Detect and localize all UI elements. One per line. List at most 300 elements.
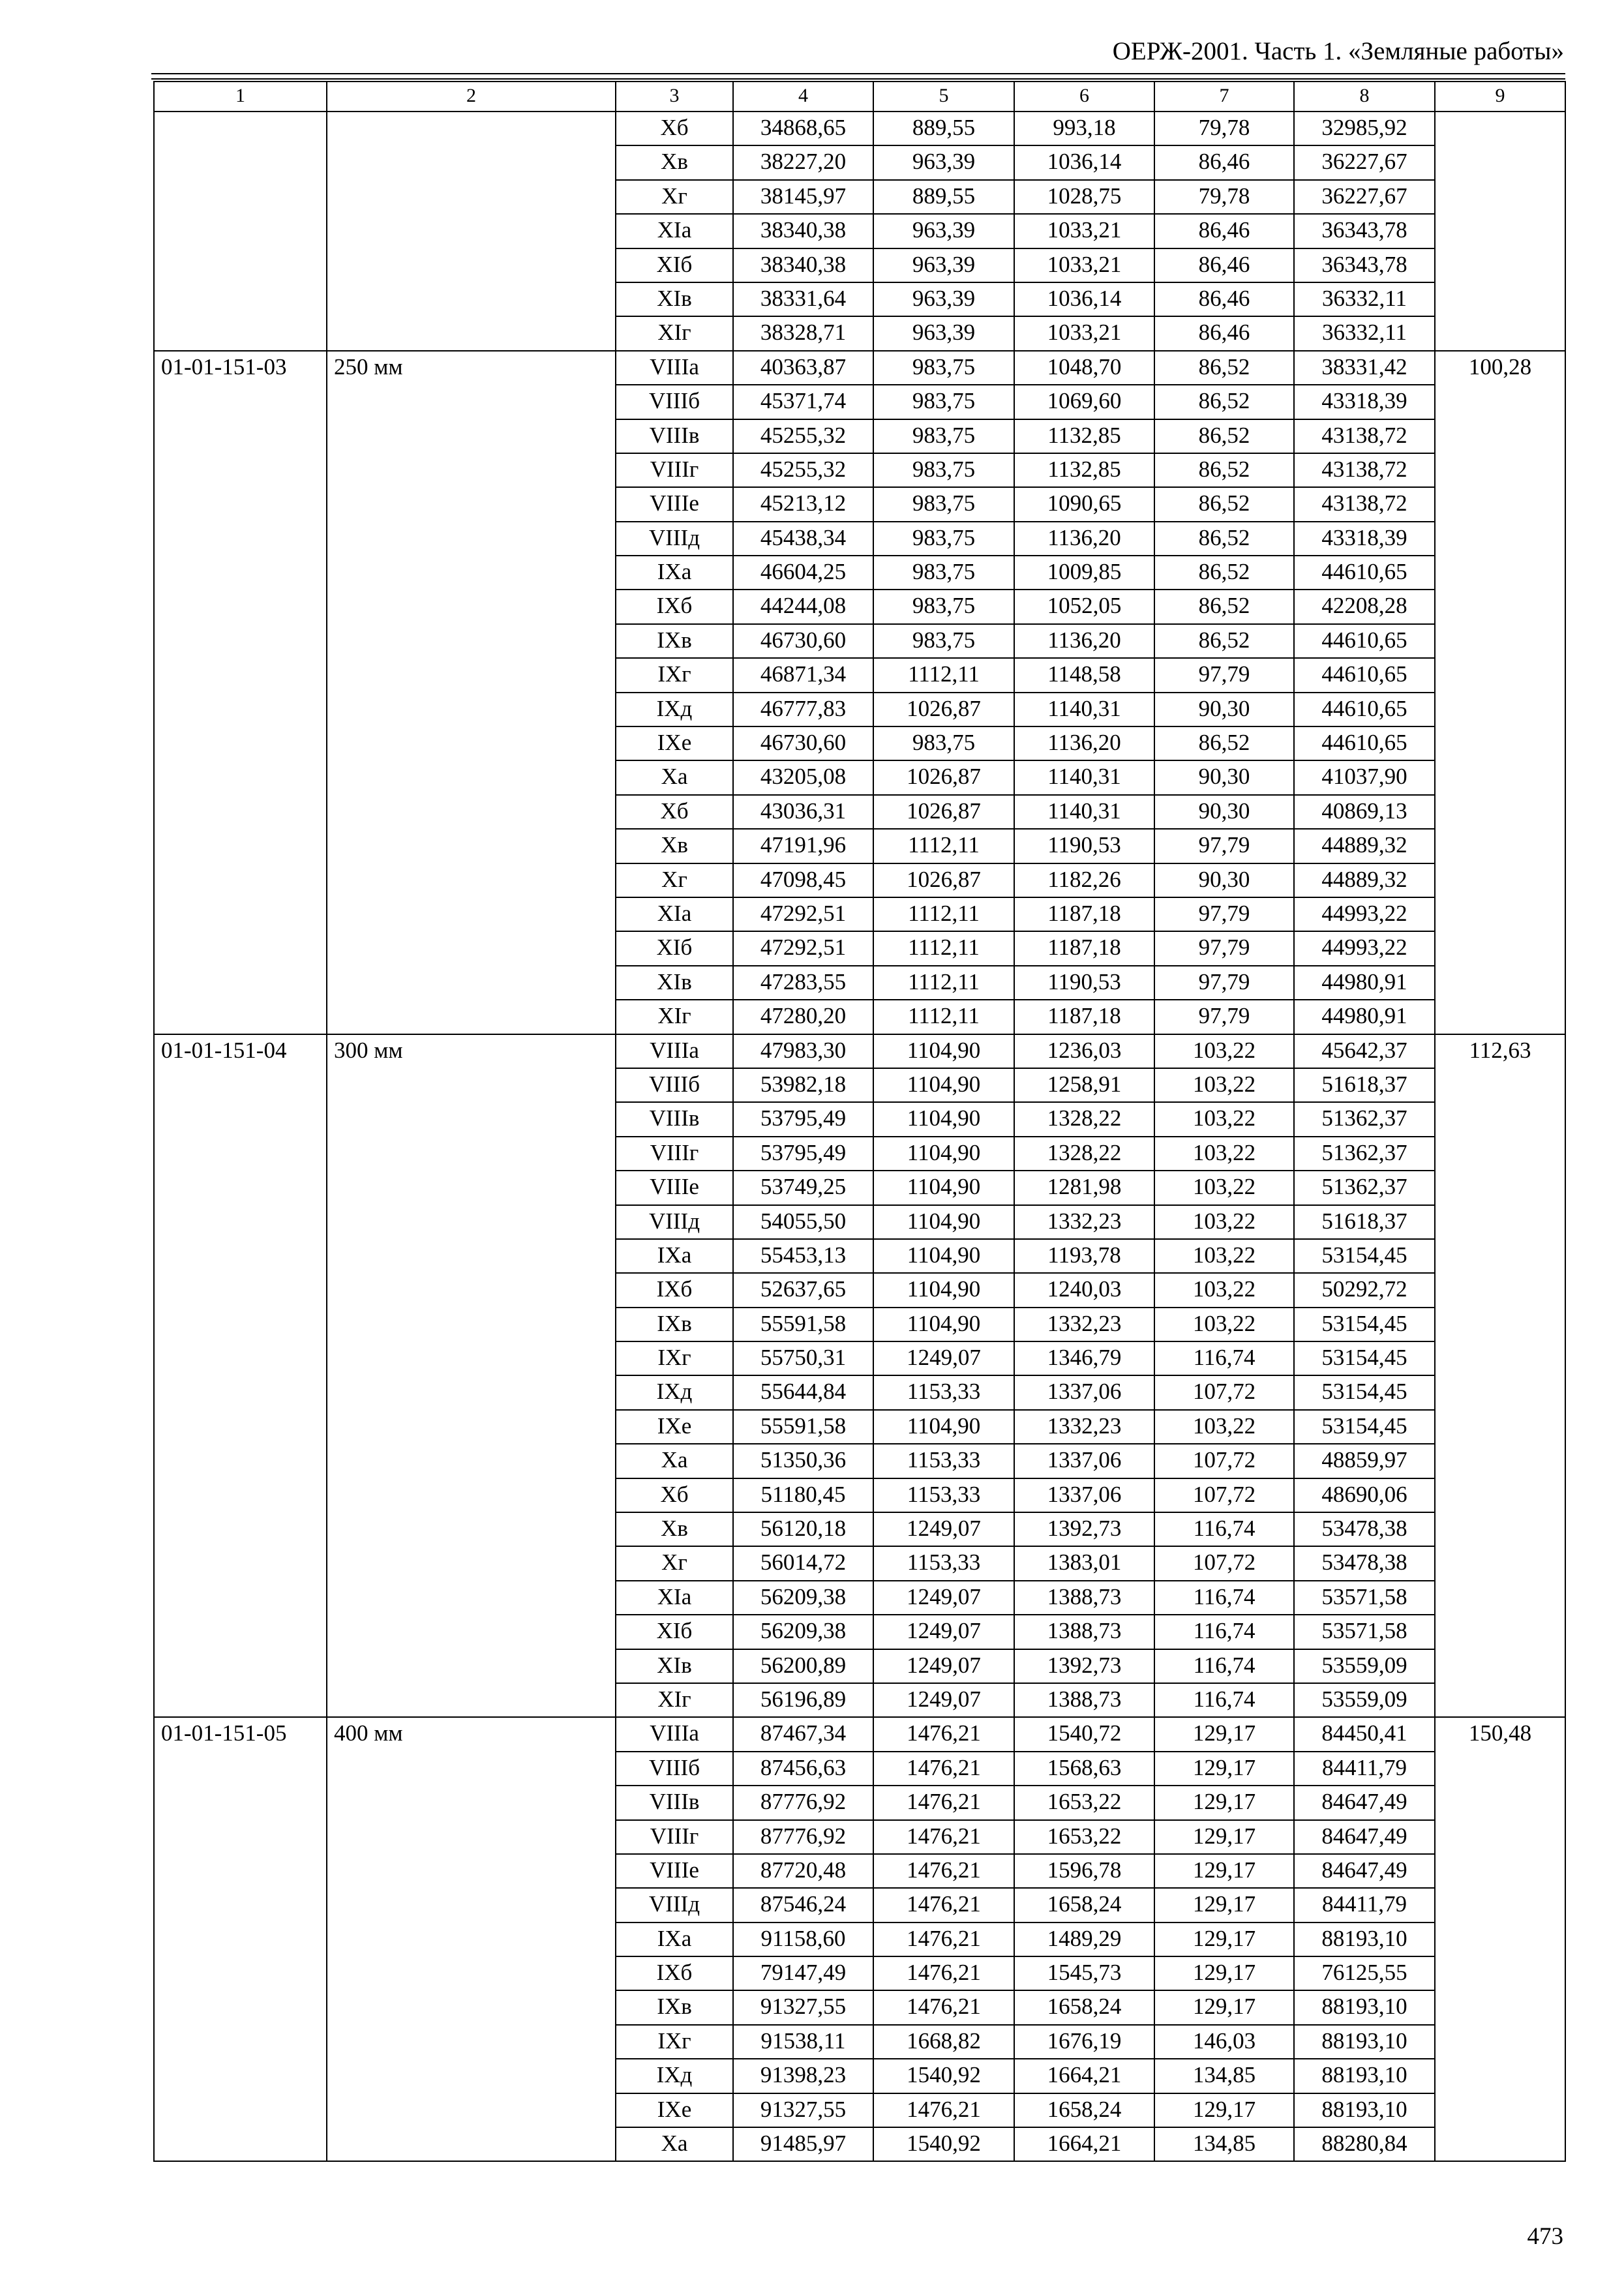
machine-cell: 1337,06 bbox=[1014, 1444, 1154, 1478]
wage-cell: 1026,87 bbox=[873, 795, 1014, 829]
total-cost-cell: 55591,58 bbox=[733, 1308, 873, 1341]
wage-cell: 1112,11 bbox=[873, 897, 1014, 931]
zone-cell: IXб bbox=[616, 1273, 733, 1307]
wage-cell: 983,75 bbox=[873, 419, 1014, 453]
machine-cell: 1676,19 bbox=[1014, 2025, 1154, 2059]
materials-cell: 84647,49 bbox=[1294, 1820, 1435, 1854]
materials-cell: 53478,38 bbox=[1294, 1546, 1435, 1580]
wage-cell: 1476,21 bbox=[873, 2093, 1014, 2127]
machine-cell: 1664,21 bbox=[1014, 2059, 1154, 2093]
zone-cell: IXг bbox=[616, 658, 733, 692]
zone-cell: VIIIв bbox=[616, 419, 733, 453]
materials-cell: 32985,92 bbox=[1294, 112, 1435, 145]
wage-cell: 1249,07 bbox=[873, 1649, 1014, 1683]
machinist-wage-cell: 86,52 bbox=[1154, 522, 1294, 556]
column-number-row bbox=[154, 82, 1565, 112]
wage-cell: 1104,90 bbox=[873, 1410, 1014, 1444]
materials-cell: 44610,65 bbox=[1294, 693, 1435, 726]
wage-cell: 963,39 bbox=[873, 214, 1014, 248]
materials-cell: 36332,11 bbox=[1294, 316, 1435, 350]
machine-cell: 1596,78 bbox=[1014, 1854, 1154, 1888]
machine-cell: 1489,29 bbox=[1014, 1922, 1154, 1956]
machinist-wage-cell: 97,79 bbox=[1154, 658, 1294, 692]
machine-cell: 1033,21 bbox=[1014, 248, 1154, 282]
machine-cell: 1388,73 bbox=[1014, 1615, 1154, 1649]
labor-cost-cell: 150,48 bbox=[1435, 1717, 1565, 2161]
machinist-wage-cell: 103,22 bbox=[1154, 1273, 1294, 1307]
total-cost-cell: 46730,60 bbox=[733, 726, 873, 760]
total-cost-cell: 43205,08 bbox=[733, 760, 873, 794]
total-cost-cell: 47280,20 bbox=[733, 1000, 873, 1034]
machinist-wage-cell: 86,52 bbox=[1154, 590, 1294, 623]
zone-cell: XIв bbox=[616, 966, 733, 1000]
machinist-wage-cell: 86,46 bbox=[1154, 282, 1294, 316]
machine-cell: 1140,31 bbox=[1014, 693, 1154, 726]
zone-cell: IXв bbox=[616, 1308, 733, 1341]
materials-cell: 48859,97 bbox=[1294, 1444, 1435, 1478]
zone-cell: Xa bbox=[616, 1444, 733, 1478]
machine-cell: 1148,58 bbox=[1014, 658, 1154, 692]
machine-cell: 1187,18 bbox=[1014, 897, 1154, 931]
wage-cell: 983,75 bbox=[873, 453, 1014, 487]
total-cost-cell: 55591,58 bbox=[733, 1410, 873, 1444]
zone-cell: IXд bbox=[616, 2059, 733, 2093]
machinist-wage-cell: 90,30 bbox=[1154, 760, 1294, 794]
machinist-wage-cell: 97,79 bbox=[1154, 1000, 1294, 1034]
zone-cell: Xб bbox=[616, 795, 733, 829]
zone-cell: Xг bbox=[616, 863, 733, 897]
zone-cell: VIIIв bbox=[616, 1786, 733, 1819]
table-row bbox=[154, 1717, 1565, 1751]
total-cost-cell: 51350,36 bbox=[733, 1444, 873, 1478]
table-row bbox=[154, 112, 1565, 145]
machinist-wage-cell: 107,72 bbox=[1154, 1478, 1294, 1512]
machinist-wage-cell: 129,17 bbox=[1154, 1956, 1294, 1990]
wage-cell: 983,75 bbox=[873, 522, 1014, 556]
materials-cell: 44610,65 bbox=[1294, 556, 1435, 590]
machinist-wage-cell: 97,79 bbox=[1154, 931, 1294, 965]
materials-cell: 41037,90 bbox=[1294, 760, 1435, 794]
wage-cell: 983,75 bbox=[873, 385, 1014, 419]
wage-cell: 983,75 bbox=[873, 556, 1014, 590]
total-cost-cell: 44244,08 bbox=[733, 590, 873, 623]
materials-cell: 88280,84 bbox=[1294, 2127, 1435, 2161]
materials-cell: 43318,39 bbox=[1294, 522, 1435, 556]
wage-cell: 889,55 bbox=[873, 112, 1014, 145]
wage-cell: 1249,07 bbox=[873, 1581, 1014, 1615]
materials-cell: 44980,91 bbox=[1294, 1000, 1435, 1034]
zone-cell: VIIIг bbox=[616, 453, 733, 487]
machine-cell: 1193,78 bbox=[1014, 1239, 1154, 1273]
total-cost-cell: 34868,65 bbox=[733, 112, 873, 145]
wage-cell: 1476,21 bbox=[873, 1922, 1014, 1956]
zone-cell: VIIIб bbox=[616, 1068, 733, 1102]
machine-cell: 1664,21 bbox=[1014, 2127, 1154, 2161]
wage-cell: 983,75 bbox=[873, 726, 1014, 760]
wage-cell: 1540,92 bbox=[873, 2127, 1014, 2161]
machinist-wage-cell: 129,17 bbox=[1154, 1717, 1294, 1751]
wage-cell: 1476,21 bbox=[873, 1820, 1014, 1854]
total-cost-cell: 47098,45 bbox=[733, 863, 873, 897]
machine-cell: 1328,22 bbox=[1014, 1102, 1154, 1136]
wage-cell: 1153,33 bbox=[873, 1478, 1014, 1512]
machinist-wage-cell: 116,74 bbox=[1154, 1649, 1294, 1683]
machine-cell: 1337,06 bbox=[1014, 1375, 1154, 1409]
machinist-wage-cell: 116,74 bbox=[1154, 1512, 1294, 1546]
zone-cell: IXв bbox=[616, 1990, 733, 2024]
zone-cell: VIIIб bbox=[616, 1752, 733, 1786]
wage-cell: 1112,11 bbox=[873, 1000, 1014, 1034]
zone-cell: IXa bbox=[616, 1922, 733, 1956]
machine-cell: 1653,22 bbox=[1014, 1786, 1154, 1819]
machine-cell: 1383,01 bbox=[1014, 1546, 1154, 1580]
machine-cell: 1136,20 bbox=[1014, 624, 1154, 658]
machinist-wage-cell: 97,79 bbox=[1154, 829, 1294, 863]
wage-cell: 1668,82 bbox=[873, 2025, 1014, 2059]
machinist-wage-cell: 90,30 bbox=[1154, 693, 1294, 726]
total-cost-cell: 46871,34 bbox=[733, 658, 873, 692]
wage-cell: 963,39 bbox=[873, 316, 1014, 350]
zone-cell: IXa bbox=[616, 1239, 733, 1273]
wage-cell: 983,75 bbox=[873, 351, 1014, 385]
machinist-wage-cell: 79,78 bbox=[1154, 180, 1294, 214]
materials-cell: 42208,28 bbox=[1294, 590, 1435, 623]
machine-cell: 1346,79 bbox=[1014, 1341, 1154, 1375]
zone-cell: VIIIб bbox=[616, 385, 733, 419]
machinist-wage-cell: 79,78 bbox=[1154, 112, 1294, 145]
machinist-wage-cell: 129,17 bbox=[1154, 1752, 1294, 1786]
total-cost-cell: 38340,38 bbox=[733, 248, 873, 282]
wage-cell: 1476,21 bbox=[873, 1956, 1014, 1990]
wage-cell: 1249,07 bbox=[873, 1615, 1014, 1649]
machinist-wage-cell: 86,52 bbox=[1154, 487, 1294, 521]
table-row bbox=[154, 351, 1565, 385]
zone-cell: Xг bbox=[616, 180, 733, 214]
machine-cell: 1658,24 bbox=[1014, 2093, 1154, 2127]
zone-cell: IXд bbox=[616, 1375, 733, 1409]
wage-cell: 963,39 bbox=[873, 248, 1014, 282]
wage-cell: 1540,92 bbox=[873, 2059, 1014, 2093]
machine-cell: 1258,91 bbox=[1014, 1068, 1154, 1102]
machinist-wage-cell: 86,52 bbox=[1154, 726, 1294, 760]
labor-cost-cell bbox=[1435, 112, 1565, 351]
machinist-wage-cell: 86,46 bbox=[1154, 248, 1294, 282]
page-header-title: ОЕРЖ-2001. Часть 1. «Земляные работы» bbox=[1112, 37, 1564, 65]
zone-cell: IXe bbox=[616, 2093, 733, 2127]
total-cost-cell: 56200,89 bbox=[733, 1649, 873, 1683]
machinist-wage-cell: 86,52 bbox=[1154, 624, 1294, 658]
materials-cell: 53478,38 bbox=[1294, 1512, 1435, 1546]
machine-cell: 1332,23 bbox=[1014, 1308, 1154, 1341]
wage-cell: 1112,11 bbox=[873, 658, 1014, 692]
zone-cell: Xв bbox=[616, 829, 733, 863]
machine-cell: 1568,63 bbox=[1014, 1752, 1154, 1786]
zone-cell: IXe bbox=[616, 1410, 733, 1444]
materials-cell: 53154,45 bbox=[1294, 1308, 1435, 1341]
header-rule bbox=[151, 73, 1565, 74]
zone-cell: XIб bbox=[616, 248, 733, 282]
total-cost-cell: 46777,83 bbox=[733, 693, 873, 726]
total-cost-cell: 43036,31 bbox=[733, 795, 873, 829]
machinist-wage-cell: 103,22 bbox=[1154, 1068, 1294, 1102]
materials-cell: 88193,10 bbox=[1294, 2025, 1435, 2059]
materials-cell: 38331,42 bbox=[1294, 351, 1435, 385]
materials-cell: 43318,39 bbox=[1294, 385, 1435, 419]
machinist-wage-cell: 86,52 bbox=[1154, 556, 1294, 590]
wage-cell: 1476,21 bbox=[873, 1990, 1014, 2024]
price-table bbox=[153, 81, 1566, 2162]
machine-cell: 1190,53 bbox=[1014, 966, 1154, 1000]
wage-cell: 1104,90 bbox=[873, 1068, 1014, 1102]
materials-cell: 44980,91 bbox=[1294, 966, 1435, 1000]
wage-cell: 1026,87 bbox=[873, 693, 1014, 726]
zone-cell: IXa bbox=[616, 556, 733, 590]
zone-cell: VIIIe bbox=[616, 487, 733, 521]
item-code-cell: 01-01-151-05 bbox=[154, 1717, 327, 2161]
labor-cost-cell: 100,28 bbox=[1435, 351, 1565, 1034]
wage-cell: 1249,07 bbox=[873, 1683, 1014, 1717]
total-cost-cell: 47283,55 bbox=[733, 966, 873, 1000]
zone-cell: XIв bbox=[616, 1649, 733, 1683]
machinist-wage-cell: 97,79 bbox=[1154, 897, 1294, 931]
zone-cell: VIIIг bbox=[616, 1137, 733, 1171]
machine-cell: 1392,73 bbox=[1014, 1512, 1154, 1546]
total-cost-cell: 53795,49 bbox=[733, 1102, 873, 1136]
total-cost-cell: 56014,72 bbox=[733, 1546, 873, 1580]
total-cost-cell: 91398,23 bbox=[733, 2059, 873, 2093]
total-cost-cell: 47983,30 bbox=[733, 1034, 873, 1068]
wage-cell: 1153,33 bbox=[873, 1546, 1014, 1580]
machinist-wage-cell: 103,22 bbox=[1154, 1034, 1294, 1068]
wage-cell: 1476,21 bbox=[873, 1854, 1014, 1888]
machinist-wage-cell: 103,22 bbox=[1154, 1410, 1294, 1444]
wage-cell: 1476,21 bbox=[873, 1888, 1014, 1922]
total-cost-cell: 55453,13 bbox=[733, 1239, 873, 1273]
machinist-wage-cell: 103,22 bbox=[1154, 1137, 1294, 1171]
total-cost-cell: 87467,34 bbox=[733, 1717, 873, 1751]
total-cost-cell: 87456,63 bbox=[733, 1752, 873, 1786]
column-header: 2 bbox=[327, 82, 616, 112]
wage-cell: 1112,11 bbox=[873, 931, 1014, 965]
wage-cell: 1153,33 bbox=[873, 1444, 1014, 1478]
column-header: 8 bbox=[1294, 82, 1435, 112]
machine-cell: 1392,73 bbox=[1014, 1649, 1154, 1683]
materials-cell: 88193,10 bbox=[1294, 1990, 1435, 2024]
wage-cell: 1104,90 bbox=[873, 1137, 1014, 1171]
column-header: 3 bbox=[616, 82, 733, 112]
materials-cell: 53559,09 bbox=[1294, 1683, 1435, 1717]
materials-cell: 51618,37 bbox=[1294, 1068, 1435, 1102]
machinist-wage-cell: 129,17 bbox=[1154, 1922, 1294, 1956]
materials-cell: 43138,72 bbox=[1294, 419, 1435, 453]
zone-cell: XIв bbox=[616, 282, 733, 316]
machinist-wage-cell: 116,74 bbox=[1154, 1683, 1294, 1717]
machinist-wage-cell: 103,22 bbox=[1154, 1102, 1294, 1136]
wage-cell: 983,75 bbox=[873, 624, 1014, 658]
wage-cell: 1476,21 bbox=[873, 1786, 1014, 1819]
item-code-cell: 01-01-151-04 bbox=[154, 1034, 327, 1718]
zone-cell: Xв bbox=[616, 145, 733, 179]
wage-cell: 1026,87 bbox=[873, 760, 1014, 794]
total-cost-cell: 56120,18 bbox=[733, 1512, 873, 1546]
zone-cell: Xa bbox=[616, 760, 733, 794]
materials-cell: 44610,65 bbox=[1294, 726, 1435, 760]
total-cost-cell: 87546,24 bbox=[733, 1888, 873, 1922]
total-cost-cell: 38145,97 bbox=[733, 180, 873, 214]
column-header: 9 bbox=[1435, 82, 1565, 112]
total-cost-cell: 45371,74 bbox=[733, 385, 873, 419]
zone-cell: IXг bbox=[616, 1341, 733, 1375]
zone-cell: IXб bbox=[616, 1956, 733, 1990]
total-cost-cell: 47292,51 bbox=[733, 897, 873, 931]
zone-cell: VIIIe bbox=[616, 1171, 733, 1204]
machinist-wage-cell: 107,72 bbox=[1154, 1375, 1294, 1409]
wage-cell: 1104,90 bbox=[873, 1171, 1014, 1204]
zone-cell: XIб bbox=[616, 931, 733, 965]
materials-cell: 51362,37 bbox=[1294, 1102, 1435, 1136]
wage-cell: 1153,33 bbox=[873, 1375, 1014, 1409]
machine-cell: 1236,03 bbox=[1014, 1034, 1154, 1068]
zone-cell: XIa bbox=[616, 214, 733, 248]
machine-cell: 1033,21 bbox=[1014, 316, 1154, 350]
materials-cell: 84411,79 bbox=[1294, 1888, 1435, 1922]
zone-cell: XIг bbox=[616, 1000, 733, 1034]
total-cost-cell: 87776,92 bbox=[733, 1786, 873, 1819]
total-cost-cell: 55644,84 bbox=[733, 1375, 873, 1409]
column-header: 1 bbox=[154, 82, 327, 112]
machinist-wage-cell: 134,85 bbox=[1154, 2059, 1294, 2093]
materials-cell: 88193,10 bbox=[1294, 1922, 1435, 1956]
zone-cell: XIa bbox=[616, 897, 733, 931]
wage-cell: 1104,90 bbox=[873, 1308, 1014, 1341]
materials-cell: 84647,49 bbox=[1294, 1854, 1435, 1888]
zone-cell: XIб bbox=[616, 1615, 733, 1649]
total-cost-cell: 45255,32 bbox=[733, 453, 873, 487]
zone-cell: VIIIд bbox=[616, 1205, 733, 1239]
total-cost-cell: 47292,51 bbox=[733, 931, 873, 965]
machine-cell: 1328,22 bbox=[1014, 1137, 1154, 1171]
materials-cell: 88193,10 bbox=[1294, 2059, 1435, 2093]
materials-cell: 53154,45 bbox=[1294, 1375, 1435, 1409]
machinist-wage-cell: 103,22 bbox=[1154, 1205, 1294, 1239]
total-cost-cell: 46730,60 bbox=[733, 624, 873, 658]
machine-cell: 1009,85 bbox=[1014, 556, 1154, 590]
machine-cell: 1332,23 bbox=[1014, 1205, 1154, 1239]
total-cost-cell: 53795,49 bbox=[733, 1137, 873, 1171]
machine-cell: 1190,53 bbox=[1014, 829, 1154, 863]
column-header: 6 bbox=[1014, 82, 1154, 112]
total-cost-cell: 38331,64 bbox=[733, 282, 873, 316]
machine-cell: 1090,65 bbox=[1014, 487, 1154, 521]
machine-cell: 1545,73 bbox=[1014, 1956, 1154, 1990]
total-cost-cell: 38227,20 bbox=[733, 145, 873, 179]
total-cost-cell: 56209,38 bbox=[733, 1581, 873, 1615]
total-cost-cell: 40363,87 bbox=[733, 351, 873, 385]
materials-cell: 44889,32 bbox=[1294, 863, 1435, 897]
machine-cell: 1136,20 bbox=[1014, 726, 1154, 760]
machine-cell: 1337,06 bbox=[1014, 1478, 1154, 1512]
machine-cell: 1036,14 bbox=[1014, 145, 1154, 179]
total-cost-cell: 79147,49 bbox=[733, 1956, 873, 1990]
machinist-wage-cell: 134,85 bbox=[1154, 2127, 1294, 2161]
machine-cell: 1036,14 bbox=[1014, 282, 1154, 316]
materials-cell: 53154,45 bbox=[1294, 1341, 1435, 1375]
item-code-cell bbox=[154, 112, 327, 351]
zone-cell: Xa bbox=[616, 2127, 733, 2161]
machinist-wage-cell: 116,74 bbox=[1154, 1615, 1294, 1649]
column-header: 5 bbox=[873, 82, 1014, 112]
zone-cell: VIIIв bbox=[616, 1102, 733, 1136]
materials-cell: 44993,22 bbox=[1294, 931, 1435, 965]
machinist-wage-cell: 103,22 bbox=[1154, 1239, 1294, 1273]
materials-cell: 53559,09 bbox=[1294, 1649, 1435, 1683]
materials-cell: 43138,72 bbox=[1294, 453, 1435, 487]
materials-cell: 50292,72 bbox=[1294, 1273, 1435, 1307]
machine-cell: 1658,24 bbox=[1014, 1990, 1154, 2024]
machinist-wage-cell: 103,22 bbox=[1154, 1308, 1294, 1341]
total-cost-cell: 87776,92 bbox=[733, 1820, 873, 1854]
machine-cell: 1388,73 bbox=[1014, 1581, 1154, 1615]
materials-cell: 53571,58 bbox=[1294, 1615, 1435, 1649]
total-cost-cell: 53749,25 bbox=[733, 1171, 873, 1204]
machinist-wage-cell: 129,17 bbox=[1154, 2093, 1294, 2127]
zone-cell: VIIIг bbox=[616, 1820, 733, 1854]
item-name-cell bbox=[327, 112, 616, 351]
zone-cell: VIIIe bbox=[616, 1854, 733, 1888]
zone-cell: Xб bbox=[616, 112, 733, 145]
zone-cell: IXв bbox=[616, 624, 733, 658]
machine-cell: 1140,31 bbox=[1014, 760, 1154, 794]
item-name-cell: 250 мм bbox=[327, 351, 616, 1034]
materials-cell: 36343,78 bbox=[1294, 214, 1435, 248]
labor-cost-cell: 112,63 bbox=[1435, 1034, 1565, 1718]
materials-cell: 51362,37 bbox=[1294, 1171, 1435, 1204]
materials-cell: 36227,67 bbox=[1294, 145, 1435, 179]
column-header: 4 bbox=[733, 82, 873, 112]
item-code-cell: 01-01-151-03 bbox=[154, 351, 327, 1034]
machine-cell: 1033,21 bbox=[1014, 214, 1154, 248]
zone-cell: VIIIa bbox=[616, 1717, 733, 1751]
item-name-cell: 400 мм bbox=[327, 1717, 616, 2161]
total-cost-cell: 38340,38 bbox=[733, 214, 873, 248]
wage-cell: 1476,21 bbox=[873, 1752, 1014, 1786]
materials-cell: 51618,37 bbox=[1294, 1205, 1435, 1239]
machine-cell: 1132,85 bbox=[1014, 419, 1154, 453]
materials-cell: 36343,78 bbox=[1294, 248, 1435, 282]
total-cost-cell: 91327,55 bbox=[733, 2093, 873, 2127]
total-cost-cell: 38328,71 bbox=[733, 316, 873, 350]
header-rule bbox=[151, 78, 1565, 80]
zone-cell: VIIIд bbox=[616, 1888, 733, 1922]
machine-cell: 1281,98 bbox=[1014, 1171, 1154, 1204]
total-cost-cell: 53982,18 bbox=[733, 1068, 873, 1102]
wage-cell: 1104,90 bbox=[873, 1273, 1014, 1307]
wage-cell: 1249,07 bbox=[873, 1341, 1014, 1375]
machine-cell: 1653,22 bbox=[1014, 1820, 1154, 1854]
zone-cell: IXб bbox=[616, 590, 733, 623]
materials-cell: 36332,11 bbox=[1294, 282, 1435, 316]
machine-cell: 1052,05 bbox=[1014, 590, 1154, 623]
machinist-wage-cell: 116,74 bbox=[1154, 1581, 1294, 1615]
machine-cell: 1332,23 bbox=[1014, 1410, 1154, 1444]
materials-cell: 84411,79 bbox=[1294, 1752, 1435, 1786]
machinist-wage-cell: 86,52 bbox=[1154, 351, 1294, 385]
item-name-cell: 300 мм bbox=[327, 1034, 616, 1718]
machinist-wage-cell: 146,03 bbox=[1154, 2025, 1294, 2059]
zone-cell: Xг bbox=[616, 1546, 733, 1580]
machinist-wage-cell: 129,17 bbox=[1154, 1990, 1294, 2024]
machine-cell: 1028,75 bbox=[1014, 180, 1154, 214]
